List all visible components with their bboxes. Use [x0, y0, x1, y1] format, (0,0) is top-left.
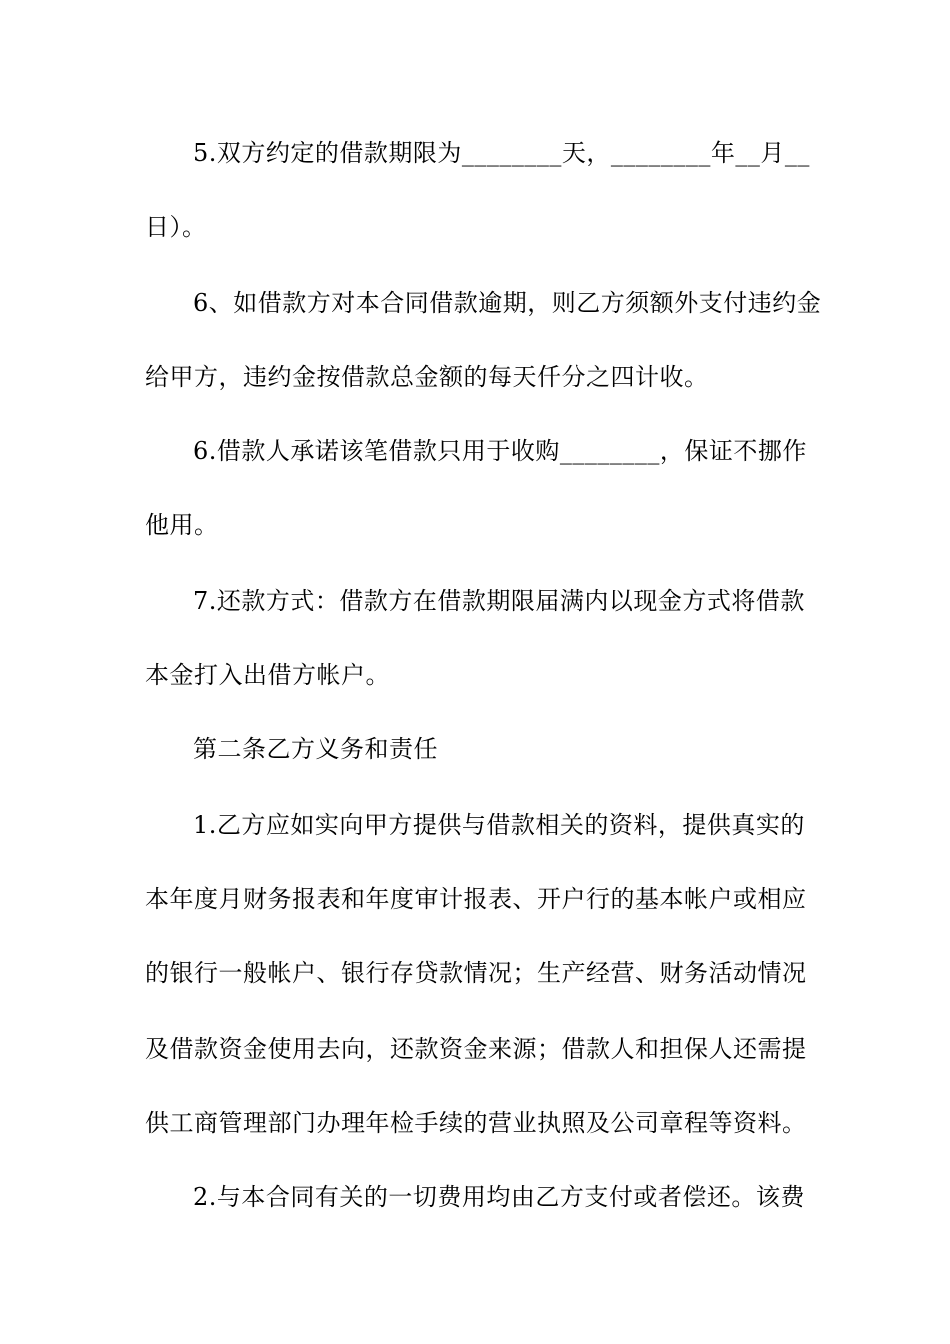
- paragraph-5-line-2: 日）。: [145, 213, 207, 241]
- article-2-item-1-line-5: 供工商管理部门办理年检手续的营业执照及公司章程等资料。: [145, 1109, 807, 1137]
- article-2-item-1-line-1: 1.乙方应如实向甲方提供与借款相关的资料，提供真实的: [193, 811, 805, 839]
- article-2-item-1-line-2: 本年度月财务报表和年度审计报表、开户行的基本帐户或相应: [145, 885, 807, 913]
- article-2-item-1-line-4: 及借款资金使用去向，还款资金来源；借款人和担保人还需提: [145, 1035, 807, 1063]
- paragraph-6a-line-1: 6、如借款方对本合同借款逾期，则乙方须额外支付违约金: [193, 289, 822, 317]
- article-2-item-2-line-1: 2.与本合同有关的一切费用均由乙方支付或者偿还。该费: [193, 1183, 805, 1211]
- section-heading-article-2: 第二条乙方义务和责任: [193, 735, 438, 763]
- paragraph-6b-line-2: 他用。: [145, 511, 219, 539]
- paragraph-6a-line-2: 给甲方，违约金按借款总金额的每天仟分之四计收。: [145, 363, 709, 391]
- paragraph-7-line-1: 7.还款方式：借款方在借款期限届满内以现金方式将借款: [193, 587, 805, 615]
- article-2-item-1-line-3: 的银行一般帐户、银行存贷款情况；生产经营、财务活动情况: [145, 959, 807, 987]
- paragraph-5-line-1: 5.双方约定的借款期限为________天，________年__月__: [193, 139, 810, 167]
- paragraph-6b-line-1: 6.借款人承诺该笔借款只用于收购________，保证不挪作: [193, 437, 807, 465]
- paragraph-7-line-2: 本金打入出借方帐户。: [145, 661, 390, 689]
